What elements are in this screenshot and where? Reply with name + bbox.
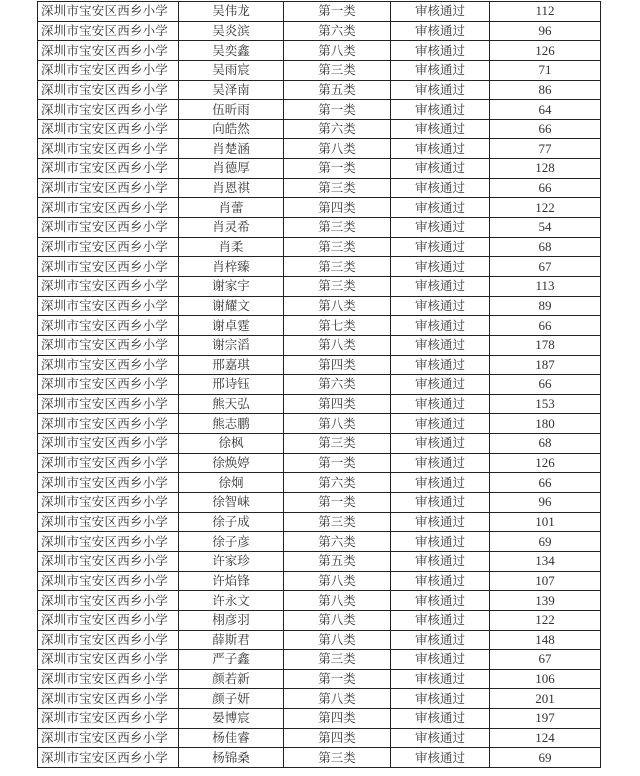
name-cell: 肖灵希 (179, 218, 284, 238)
school-cell: 深圳市宝安区西乡小学 (38, 335, 179, 355)
table-row (38, 434, 601, 454)
category-cell: 第四类 (284, 394, 391, 414)
category-cell: 第八类 (284, 571, 391, 591)
name-cell: 肖德厚 (179, 159, 284, 179)
name-cell: 肖楚涵 (179, 139, 284, 159)
name-cell: 徐炯 (179, 473, 284, 493)
school-cell: 深圳市宝安区西乡小学 (38, 650, 179, 670)
category-cell: 第六类 (284, 532, 391, 552)
name-cell: 吴奕鑫 (179, 41, 284, 61)
name-cell: 许家珍 (179, 551, 284, 571)
school-cell: 深圳市宝安区西乡小学 (38, 2, 179, 22)
category-cell: 第一类 (284, 493, 391, 513)
status-cell: 审核通过 (391, 669, 490, 689)
table-row (38, 218, 601, 238)
school-cell: 深圳市宝安区西乡小学 (38, 80, 179, 100)
value-cell: 134 (490, 551, 601, 571)
table-row (38, 41, 601, 61)
name-cell: 肖柔 (179, 237, 284, 257)
name-cell: 吴伟龙 (179, 2, 284, 22)
name-cell: 吴泽南 (179, 80, 284, 100)
value-cell: 201 (490, 689, 601, 709)
table-row (38, 119, 601, 139)
table-row (38, 159, 601, 179)
table-row (38, 2, 601, 22)
status-cell: 审核通过 (391, 60, 490, 80)
school-cell: 深圳市宝安区西乡小学 (38, 394, 179, 414)
name-cell: 晏博宸 (179, 709, 284, 729)
value-cell: 139 (490, 591, 601, 611)
school-cell: 深圳市宝安区西乡小学 (38, 728, 179, 748)
status-cell: 审核通过 (391, 610, 490, 630)
name-cell: 颜若新 (179, 669, 284, 689)
status-cell: 审核通过 (391, 119, 490, 139)
name-cell: 杨佳睿 (179, 728, 284, 748)
category-cell: 第三类 (284, 434, 391, 454)
status-cell: 审核通过 (391, 355, 490, 375)
table-row (38, 630, 601, 650)
category-cell: 第五类 (284, 80, 391, 100)
category-cell: 第一类 (284, 669, 391, 689)
table-row (38, 689, 601, 709)
value-cell: 187 (490, 355, 601, 375)
status-cell: 审核通过 (391, 473, 490, 493)
category-cell: 第三类 (284, 748, 391, 768)
name-cell: 吴雨宸 (179, 60, 284, 80)
school-cell: 深圳市宝安区西乡小学 (38, 375, 179, 395)
value-cell: 66 (490, 473, 601, 493)
category-cell: 第六类 (284, 21, 391, 41)
school-cell: 深圳市宝安区西乡小学 (38, 41, 179, 61)
table-row (38, 650, 601, 670)
value-cell: 124 (490, 728, 601, 748)
table-row (38, 473, 601, 493)
status-cell: 审核通过 (391, 709, 490, 729)
value-cell: 89 (490, 296, 601, 316)
value-cell: 122 (490, 610, 601, 630)
name-cell: 谢耀文 (179, 296, 284, 316)
category-cell: 第五类 (284, 551, 391, 571)
category-cell: 第八类 (284, 139, 391, 159)
value-cell: 96 (490, 493, 601, 513)
value-cell: 54 (490, 218, 601, 238)
school-cell: 深圳市宝安区西乡小学 (38, 571, 179, 591)
table-row (38, 257, 601, 277)
category-cell: 第七类 (284, 316, 391, 336)
school-cell: 深圳市宝安区西乡小学 (38, 512, 179, 532)
table-row (38, 493, 601, 513)
category-cell: 第一类 (284, 2, 391, 22)
status-cell: 审核通过 (391, 650, 490, 670)
category-cell: 第一类 (284, 100, 391, 120)
results-table-body (38, 2, 601, 768)
name-cell: 吴炎滨 (179, 21, 284, 41)
table-row (38, 512, 601, 532)
status-cell: 审核通过 (391, 748, 490, 768)
table-row (38, 100, 601, 120)
school-cell: 深圳市宝安区西乡小学 (38, 257, 179, 277)
table-row (38, 178, 601, 198)
category-cell: 第六类 (284, 119, 391, 139)
school-cell: 深圳市宝安区西乡小学 (38, 551, 179, 571)
table-row (38, 139, 601, 159)
table-row (38, 453, 601, 473)
value-cell: 68 (490, 237, 601, 257)
table-row (38, 394, 601, 414)
status-cell: 审核通过 (391, 218, 490, 238)
school-cell: 深圳市宝安区西乡小学 (38, 139, 179, 159)
school-cell: 深圳市宝安区西乡小学 (38, 493, 179, 513)
results-table-container (37, 1, 601, 768)
status-cell: 审核通过 (391, 178, 490, 198)
status-cell: 审核通过 (391, 316, 490, 336)
school-cell: 深圳市宝安区西乡小学 (38, 630, 179, 650)
status-cell: 审核通过 (391, 493, 490, 513)
value-cell: 122 (490, 198, 601, 218)
name-cell: 向皓然 (179, 119, 284, 139)
category-cell: 第三类 (284, 237, 391, 257)
name-cell: 徐枫 (179, 434, 284, 454)
name-cell: 谢家宇 (179, 276, 284, 296)
school-cell: 深圳市宝安区西乡小学 (38, 414, 179, 434)
table-row (38, 551, 601, 571)
category-cell: 第三类 (284, 650, 391, 670)
school-cell: 深圳市宝安区西乡小学 (38, 21, 179, 41)
category-cell: 第八类 (284, 610, 391, 630)
name-cell: 徐子彦 (179, 532, 284, 552)
status-cell: 审核通过 (391, 375, 490, 395)
category-cell: 第三类 (284, 512, 391, 532)
status-cell: 审核通过 (391, 512, 490, 532)
status-cell: 审核通过 (391, 21, 490, 41)
status-cell: 审核通过 (391, 276, 490, 296)
category-cell: 第八类 (284, 41, 391, 61)
category-cell: 第一类 (284, 159, 391, 179)
table-row (38, 237, 601, 257)
status-cell: 审核通过 (391, 689, 490, 709)
value-cell: 126 (490, 453, 601, 473)
value-cell: 197 (490, 709, 601, 729)
category-cell: 第六类 (284, 375, 391, 395)
table-row (38, 414, 601, 434)
value-cell: 148 (490, 630, 601, 650)
status-cell: 审核通过 (391, 630, 490, 650)
status-cell: 审核通过 (391, 551, 490, 571)
category-cell: 第三类 (284, 276, 391, 296)
category-cell: 第三类 (284, 218, 391, 238)
category-cell: 第三类 (284, 60, 391, 80)
table-row (38, 276, 601, 296)
table-row (38, 60, 601, 80)
name-cell: 肖恩祺 (179, 178, 284, 198)
status-cell: 审核通过 (391, 2, 490, 22)
status-cell: 审核通过 (391, 532, 490, 552)
status-cell: 审核通过 (391, 159, 490, 179)
value-cell: 128 (490, 159, 601, 179)
status-cell: 审核通过 (391, 453, 490, 473)
value-cell: 64 (490, 100, 601, 120)
name-cell: 颜子妍 (179, 689, 284, 709)
status-cell: 审核通过 (391, 335, 490, 355)
value-cell: 96 (490, 21, 601, 41)
value-cell: 153 (490, 394, 601, 414)
value-cell: 180 (490, 414, 601, 434)
category-cell: 第八类 (284, 689, 391, 709)
value-cell: 69 (490, 748, 601, 768)
school-cell: 深圳市宝安区西乡小学 (38, 748, 179, 768)
value-cell: 67 (490, 650, 601, 670)
table-row (38, 316, 601, 336)
name-cell: 杨锦桑 (179, 748, 284, 768)
name-cell: 熊志鹏 (179, 414, 284, 434)
category-cell: 第四类 (284, 728, 391, 748)
status-cell: 审核通过 (391, 414, 490, 434)
value-cell: 178 (490, 335, 601, 355)
school-cell: 深圳市宝安区西乡小学 (38, 532, 179, 552)
category-cell: 第八类 (284, 414, 391, 434)
name-cell: 谢卓霆 (179, 316, 284, 336)
table-row (38, 709, 601, 729)
value-cell: 113 (490, 276, 601, 296)
category-cell: 第三类 (284, 178, 391, 198)
status-cell: 审核通过 (391, 296, 490, 316)
status-cell: 审核通过 (391, 257, 490, 277)
value-cell: 71 (490, 60, 601, 80)
status-cell: 审核通过 (391, 198, 490, 218)
status-cell: 审核通过 (391, 728, 490, 748)
status-cell: 审核通过 (391, 100, 490, 120)
name-cell: 徐子成 (179, 512, 284, 532)
table-row (38, 375, 601, 395)
name-cell: 邢嘉琪 (179, 355, 284, 375)
value-cell: 101 (490, 512, 601, 532)
name-cell: 谢宗滔 (179, 335, 284, 355)
name-cell: 邢诗钰 (179, 375, 284, 395)
school-cell: 深圳市宝安区西乡小学 (38, 610, 179, 630)
category-cell: 第四类 (284, 355, 391, 375)
value-cell: 66 (490, 119, 601, 139)
value-cell: 112 (490, 2, 601, 22)
value-cell: 69 (490, 532, 601, 552)
table-row (38, 610, 601, 630)
category-cell: 第一类 (284, 453, 391, 473)
school-cell: 深圳市宝安区西乡小学 (38, 669, 179, 689)
category-cell: 第八类 (284, 296, 391, 316)
name-cell: 徐焕婷 (179, 453, 284, 473)
value-cell: 68 (490, 434, 601, 454)
value-cell: 66 (490, 375, 601, 395)
value-cell: 67 (490, 257, 601, 277)
school-cell: 深圳市宝安区西乡小学 (38, 198, 179, 218)
name-cell: 肖梓臻 (179, 257, 284, 277)
table-row (38, 80, 601, 100)
category-cell: 第四类 (284, 709, 391, 729)
table-row (38, 335, 601, 355)
name-cell: 栩彦羽 (179, 610, 284, 630)
status-cell: 审核通过 (391, 434, 490, 454)
value-cell: 107 (490, 571, 601, 591)
table-row (38, 669, 601, 689)
school-cell: 深圳市宝安区西乡小学 (38, 237, 179, 257)
school-cell: 深圳市宝安区西乡小学 (38, 709, 179, 729)
name-cell: 伍昕雨 (179, 100, 284, 120)
category-cell: 第三类 (284, 257, 391, 277)
category-cell: 第六类 (284, 473, 391, 493)
name-cell: 熊天弘 (179, 394, 284, 414)
school-cell: 深圳市宝安区西乡小学 (38, 591, 179, 611)
school-cell: 深圳市宝安区西乡小学 (38, 453, 179, 473)
name-cell: 薛斯君 (179, 630, 284, 650)
value-cell: 86 (490, 80, 601, 100)
school-cell: 深圳市宝安区西乡小学 (38, 119, 179, 139)
category-cell: 第四类 (284, 198, 391, 218)
table-row (38, 748, 601, 768)
status-cell: 审核通过 (391, 591, 490, 611)
name-cell: 严子鑫 (179, 650, 284, 670)
school-cell: 深圳市宝安区西乡小学 (38, 276, 179, 296)
school-cell: 深圳市宝安区西乡小学 (38, 473, 179, 493)
category-cell: 第八类 (284, 591, 391, 611)
table-row (38, 728, 601, 748)
school-cell: 深圳市宝安区西乡小学 (38, 689, 179, 709)
status-cell: 审核通过 (391, 80, 490, 100)
status-cell: 审核通过 (391, 41, 490, 61)
name-cell: 肖蕾 (179, 198, 284, 218)
status-cell: 审核通过 (391, 571, 490, 591)
status-cell: 审核通过 (391, 394, 490, 414)
table-row (38, 532, 601, 552)
school-cell: 深圳市宝安区西乡小学 (38, 60, 179, 80)
value-cell: 66 (490, 316, 601, 336)
value-cell: 106 (490, 669, 601, 689)
school-cell: 深圳市宝安区西乡小学 (38, 100, 179, 120)
table-row (38, 198, 601, 218)
value-cell: 66 (490, 178, 601, 198)
table-row (38, 355, 601, 375)
school-cell: 深圳市宝安区西乡小学 (38, 178, 179, 198)
name-cell: 许焰锋 (179, 571, 284, 591)
table-row (38, 571, 601, 591)
status-cell: 审核通过 (391, 139, 490, 159)
school-cell: 深圳市宝安区西乡小学 (38, 218, 179, 238)
school-cell: 深圳市宝安区西乡小学 (38, 355, 179, 375)
school-cell: 深圳市宝安区西乡小学 (38, 316, 179, 336)
table-row (38, 21, 601, 41)
school-cell: 深圳市宝安区西乡小学 (38, 434, 179, 454)
status-cell: 审核通过 (391, 237, 490, 257)
value-cell: 126 (490, 41, 601, 61)
table-row (38, 591, 601, 611)
table-row (38, 296, 601, 316)
category-cell: 第八类 (284, 335, 391, 355)
results-table (37, 1, 601, 768)
name-cell: 许永文 (179, 591, 284, 611)
school-cell: 深圳市宝安区西乡小学 (38, 296, 179, 316)
category-cell: 第八类 (284, 630, 391, 650)
name-cell: 徐智崃 (179, 493, 284, 513)
value-cell: 77 (490, 139, 601, 159)
school-cell: 深圳市宝安区西乡小学 (38, 159, 179, 179)
